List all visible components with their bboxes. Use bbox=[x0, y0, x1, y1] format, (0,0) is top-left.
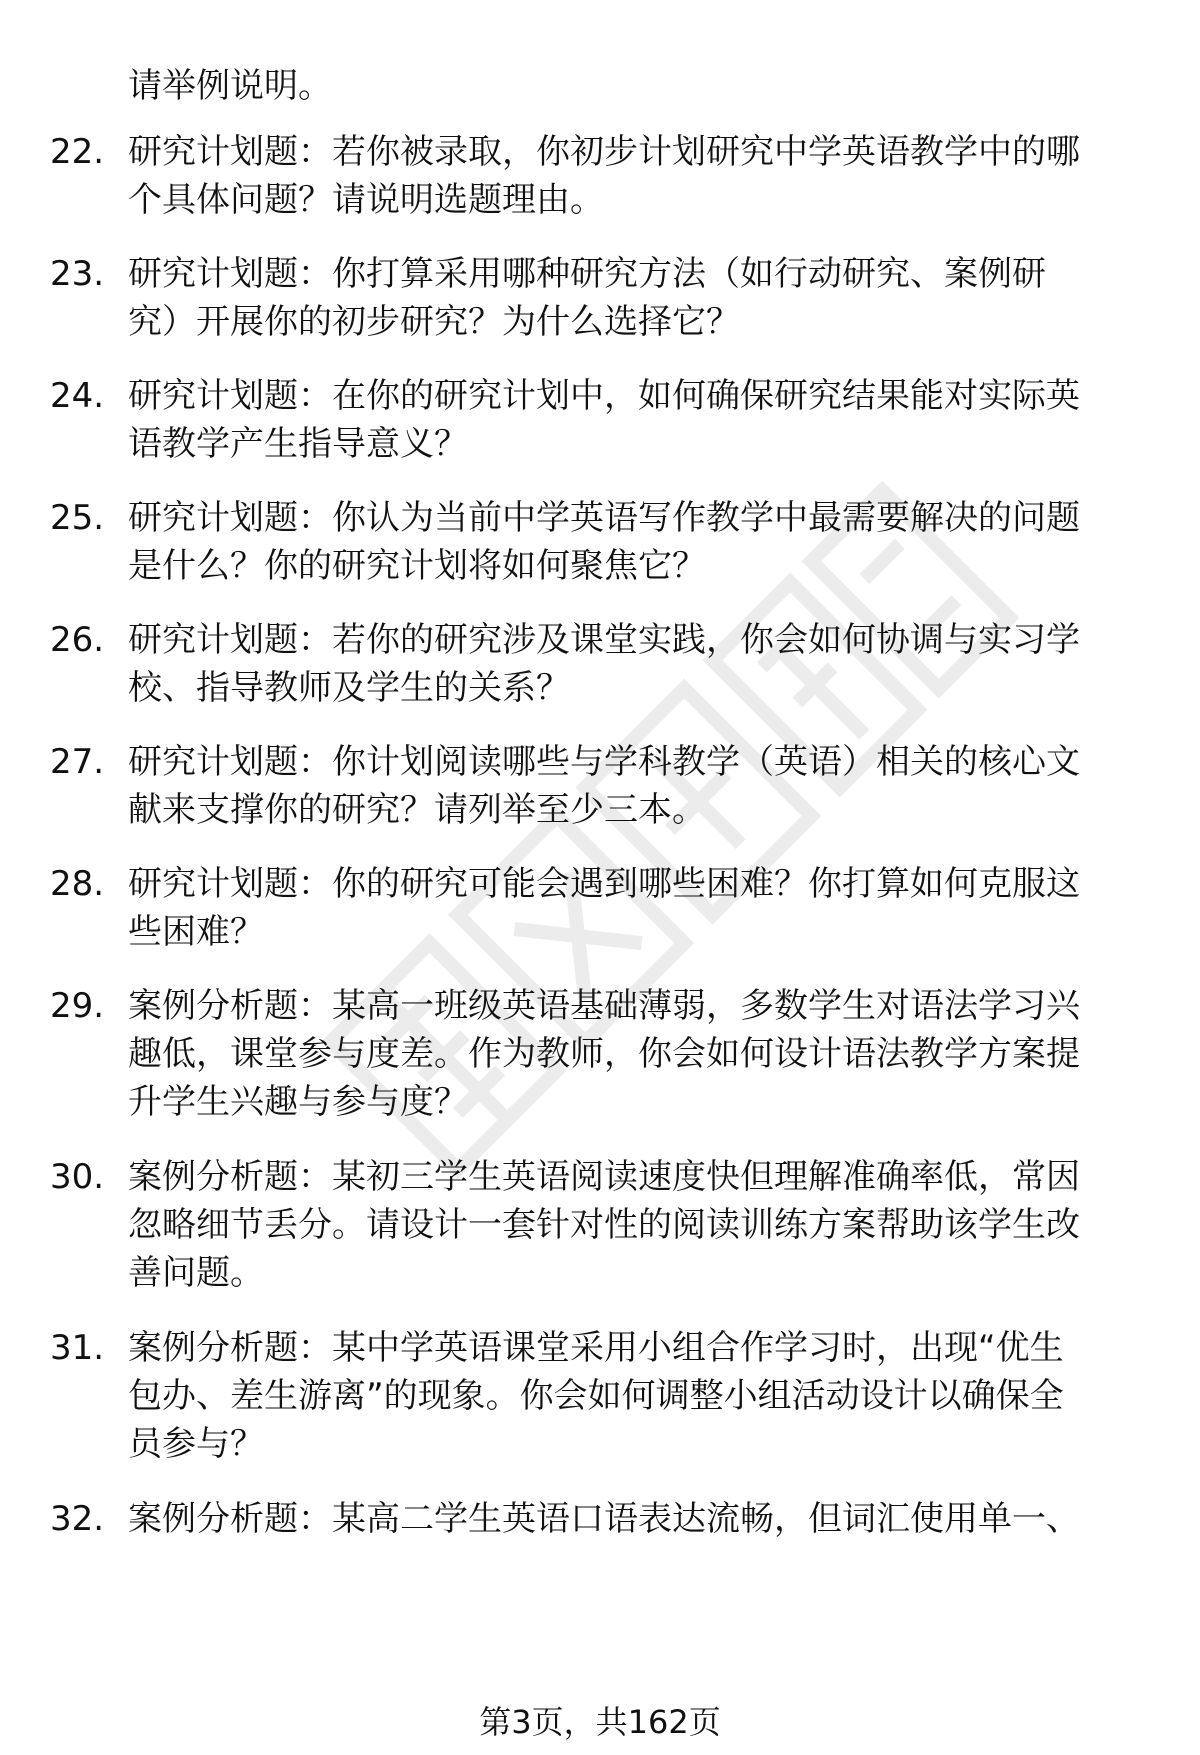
question-text bbox=[128, 982, 1148, 1126]
question-text bbox=[128, 616, 1148, 712]
question-text-line: 包办、差生游离”的现象。你会如何调整小组活动设计以确保全 bbox=[128, 1376, 1064, 1416]
question-text bbox=[128, 494, 1148, 590]
question-text-line: 研究计划题：你打算采用哪种研究方法（如行动研究、案例研 bbox=[128, 254, 1046, 294]
question-number: 25. bbox=[50, 498, 105, 538]
question-text-line: 研究计划题：若你被录取，你初步计划研究中学英语教学中的哪 bbox=[128, 132, 1080, 172]
question-text-line: 案例分析题：某高二学生英语口语表达流畅，但词汇使用单一、 bbox=[128, 1499, 1080, 1539]
question-number: 28. bbox=[50, 864, 105, 904]
question-text bbox=[128, 128, 1148, 224]
question-text-line: 案例分析题：某高一班级英语基础薄弱，多数学生对语法学习兴 bbox=[128, 986, 1080, 1026]
question-text-line: 研究计划题：你的研究可能会遇到哪些困难？你打算如何克服这 bbox=[128, 864, 1080, 904]
question-text-line: 究）开展你的初步研究？为什么选择它？ bbox=[128, 302, 740, 342]
question-text bbox=[128, 250, 1148, 346]
page-footer: 第3页，共162页 bbox=[479, 1703, 721, 1741]
question-text bbox=[128, 1324, 1148, 1468]
question-number: 23. bbox=[50, 254, 105, 294]
question-number: 22. bbox=[50, 132, 105, 172]
question-text-line: 献来支撑你的研究？请列举至少三本。 bbox=[128, 790, 706, 830]
question-text-line: 研究计划题：你计划阅读哪些与学科教学（英语）相关的核心文 bbox=[128, 742, 1080, 782]
question-text-line: 趣低，课堂参与度差。作为教师，你会如何设计语法教学方案提 bbox=[128, 1034, 1080, 1074]
question-text-line: 些困难？ bbox=[128, 912, 264, 952]
question-number: 27. bbox=[50, 742, 105, 782]
question-text-line: 个具体问题？请说明选题理由。 bbox=[128, 180, 604, 220]
question-number: 24. bbox=[50, 376, 105, 416]
question-number: 29. bbox=[50, 986, 105, 1026]
question-number: 31. bbox=[50, 1328, 105, 1368]
question-number: 30. bbox=[50, 1157, 105, 1197]
question-text bbox=[128, 372, 1148, 468]
question-text-line: 研究计划题：若你的研究涉及课堂实践，你会如何协调与实习学 bbox=[128, 620, 1080, 660]
question-text-line: 校、指导教师及学生的关系？ bbox=[128, 668, 570, 708]
question-text-line: 语教学产生指导意义？ bbox=[128, 424, 468, 464]
question-text-line: 案例分析题：某初三学生英语阅读速度快但理解准确率低，常因 bbox=[128, 1157, 1080, 1197]
question-text bbox=[128, 738, 1148, 834]
question-text-line: 忽略细节丢分。请设计一套针对性的阅读训练方案帮助该学生改 bbox=[128, 1205, 1080, 1245]
question-number: 26. bbox=[50, 620, 105, 660]
question-text-line: 员参与？ bbox=[128, 1424, 264, 1464]
question-text-line: 案例分析题：某中学英语课堂采用小组合作学习时，出现“优生 bbox=[128, 1328, 1064, 1368]
continuation-text: 请举例说明。 bbox=[128, 66, 332, 106]
question-text-line: 升学生兴趣与参与度？ bbox=[128, 1082, 468, 1122]
question-text bbox=[128, 860, 1148, 956]
question-text bbox=[128, 1153, 1148, 1297]
question-text-line: 研究计划题：在你的研究计划中，如何确保研究结果能对实际英 bbox=[128, 376, 1080, 416]
question-text-line: 是什么？你的研究计划将如何聚焦它？ bbox=[128, 546, 706, 586]
question-text-line: 善问题。 bbox=[128, 1253, 264, 1293]
question-text bbox=[128, 1495, 1148, 1543]
question-number: 32. bbox=[50, 1499, 105, 1539]
question-text-line: 研究计划题：你认为当前中学英语写作教学中最需要解决的问题 bbox=[128, 498, 1080, 538]
